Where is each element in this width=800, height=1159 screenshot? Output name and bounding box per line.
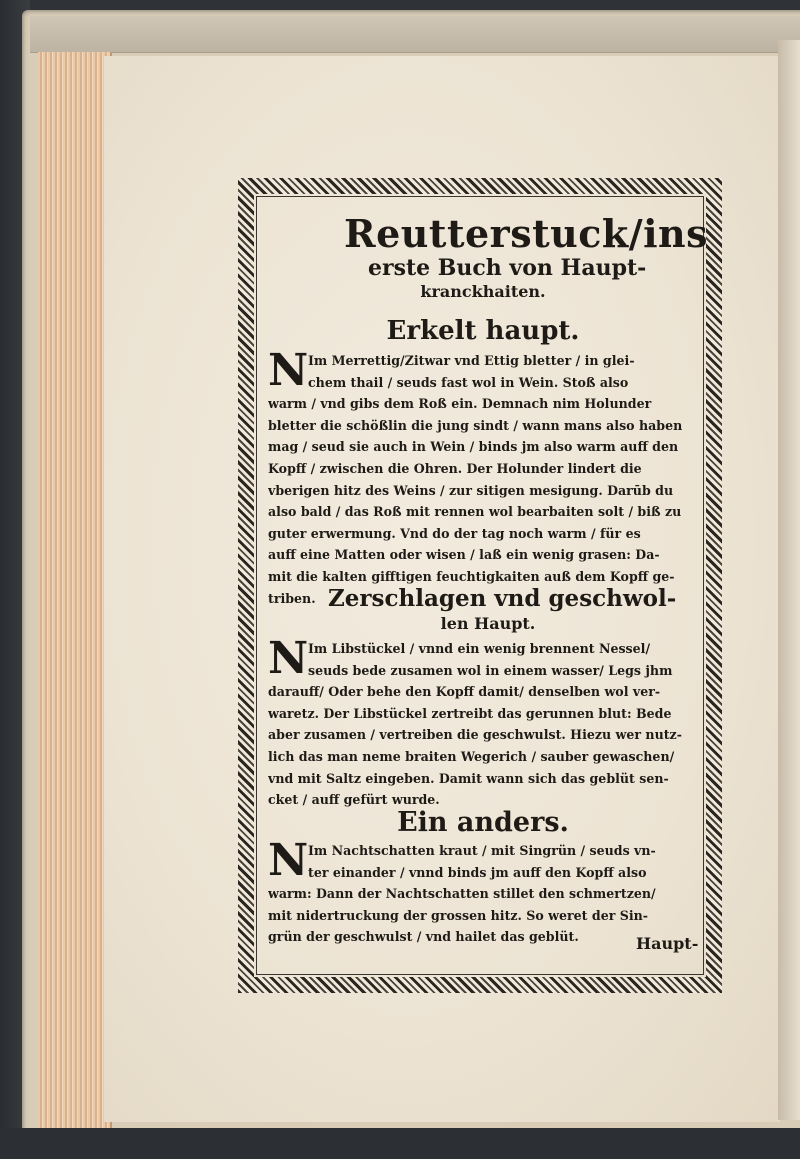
text-line: Im Nachtschatten kraut / mit Singrün / seuds vn- <box>308 843 656 858</box>
text-line: warm: Dann der Nachtschatten stillet den schmertzen/ <box>268 886 656 902</box>
section-heading: Erkelt haupt. <box>386 316 580 346</box>
text-line: grün der geschwulst / vnd hailet das geblüt. <box>268 929 579 945</box>
scan-background-bottom <box>0 1128 800 1159</box>
text-line: cket / auff gefürt wurde. <box>268 792 440 808</box>
paragraph <box>268 633 698 811</box>
decorated-initial: N <box>268 835 309 886</box>
text-line: lich das man neme braiten Wegerich / sauber gewaschen/ <box>268 748 675 764</box>
section-heading: Ein anders. <box>397 807 569 838</box>
facing-page-edge <box>778 40 800 1120</box>
text-line: aber zusamen / vertreiben die geschwulst. Hiezu wer nutz- <box>268 727 682 743</box>
decorated-initial: N <box>268 633 309 684</box>
page-edges <box>38 52 112 1130</box>
text-line: chem thail / seuds fast wol in Wein. Stoß also <box>308 374 629 390</box>
text-line: Im Merrettig/Zitwar vnd Ettig bletter / in glei- <box>308 353 635 368</box>
text-line: mit die kalten gifftigen feuchtigkaiten auß dem Kopff ge- <box>268 568 675 584</box>
catchword: Haupt- <box>636 934 699 953</box>
text-line: Im Libstückel / vnnd ein wenig brennent Nessel/ <box>308 641 651 656</box>
section-heading-continued: len Haupt. <box>440 614 536 633</box>
text-block <box>268 200 709 970</box>
paragraph <box>268 835 698 948</box>
decorated-initial: N <box>268 345 309 396</box>
book-top-edge <box>30 16 800 53</box>
text-line: warm / vnd gibs dem Roß ein. Demnach nim Holunder <box>268 396 652 412</box>
text-line: vnd mit Saltz eingeben. Damit wann sich das geblüt sen- <box>268 770 669 786</box>
text-line: guter erwermung. Vnd do der tag noch warm / für es <box>268 525 641 541</box>
text-line: darauff/ Oder behe den Kopff damit/ denselben wol ver- <box>268 684 661 700</box>
text-line: waretz. Der Libstückel zertreibt das gerunnen blut: Bede <box>268 705 672 721</box>
subtitle-line-1: erste Buch von Haupt- <box>368 255 647 281</box>
paragraph <box>268 345 698 609</box>
text-line: mag / seud sie auch in Wein / binds jm also warm auff den <box>268 439 679 455</box>
section-heading: Zerschlagen vnd geschwol- <box>328 585 677 612</box>
text-line: Kopff / zwischen die Ohren. Der Holunder lindert die <box>268 460 642 476</box>
text-line: triben. <box>268 590 316 606</box>
text-line: also bald / das Roß mit rennen wol bearbaiten solt / biß zu <box>268 504 682 520</box>
page-title: Reutterstuck/ins <box>344 211 709 256</box>
text-line: bletter die schößlin die jung sindt / wann mans also haben <box>268 417 683 433</box>
text-line: mit nidertruckung der grossen hitz. So weret der Sin- <box>268 907 648 923</box>
text-line: vberigen hitz des Weins / zur sitigen mesigung. Darūb du <box>268 482 674 498</box>
text-line: ter einander / vnnd binds jm auff den Kopff also <box>308 864 647 880</box>
text-line: auff eine Matten oder wisen / laß ein wenig grasen: Da- <box>268 547 660 563</box>
text-line: seuds bede zusamen wol in einem wasser/ Legs jhm <box>308 662 673 678</box>
subtitle-line-2: kranckhaiten. <box>420 282 546 301</box>
